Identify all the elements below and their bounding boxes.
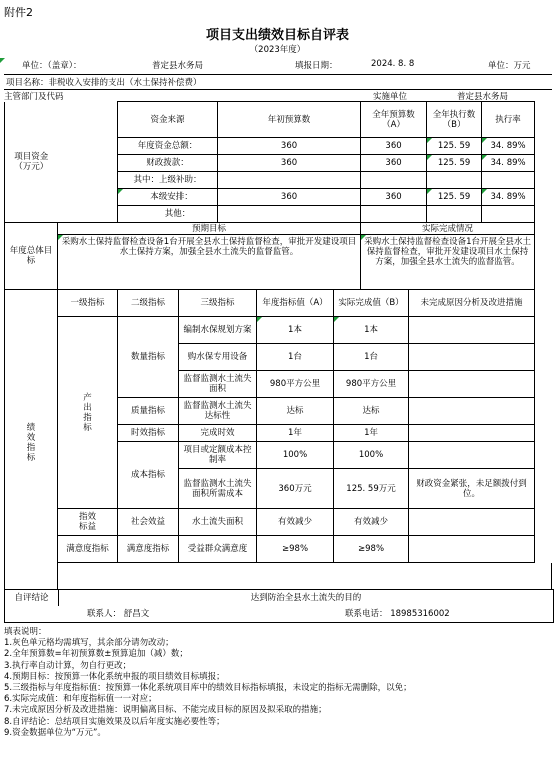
reason-cell xyxy=(409,344,535,371)
actual-cell: 达标 xyxy=(334,398,409,425)
note-line: 8.自评结论：总结项目实施效果及以后年度实施必要性等； xyxy=(4,716,225,727)
fund-row-label: 其他： xyxy=(118,206,218,223)
fund-full: 360 xyxy=(361,138,427,155)
reason-cell xyxy=(409,317,535,344)
actual-cell: 1本 xyxy=(334,317,409,344)
target-cell: 达标 xyxy=(257,398,334,425)
instructions xyxy=(4,627,412,739)
output-indicator-label: 产 出 指 标 xyxy=(58,317,118,509)
fund-full xyxy=(361,206,427,223)
fund-executed: 125. 59 xyxy=(427,189,482,206)
note-line: 1.灰色单元格均需填写，其余部分请勿改动； xyxy=(4,638,174,649)
unit-name: 普定县水务局 xyxy=(152,61,204,71)
note-line: 填表说明： xyxy=(4,627,47,637)
level3-cell: 编制水保规划方案 xyxy=(179,317,257,344)
conclusion-label: 自评结论 xyxy=(5,590,59,606)
planned-goal: 采购水土保持监督检查设备1台开展全县水土保持监督检查，审批开发建设项目水土保持方案，加强全县水土流失的监督监管。 xyxy=(58,235,361,290)
note-line: 7.未完成原因分析及改进措施：说明偏离目标、不能完成目标的原因及拟采取的措施； xyxy=(4,705,327,716)
actual-cell: 有效减少 xyxy=(334,509,409,536)
col-actual: 实际完成值（B） xyxy=(334,290,409,317)
col-source: 资金来源 xyxy=(118,102,218,138)
level3-cell: 水土流失面积 xyxy=(179,509,257,536)
reason-cell xyxy=(409,442,535,469)
reason-cell xyxy=(409,425,535,442)
planned-header: 预期目标 xyxy=(58,223,361,235)
cost-label: 成本指标 xyxy=(118,442,179,509)
fund-full: 360 xyxy=(361,155,427,172)
project-name: 项目名称：非税收入安排的支出（水土保持补偿费） xyxy=(6,78,202,88)
page-subtitle: （2023年度） xyxy=(249,45,306,55)
satisfaction-l2: 满意度指标 xyxy=(118,536,179,563)
impl-unit: 普定县水务局 xyxy=(457,92,509,102)
social-label: 社会效益 xyxy=(118,509,179,536)
level3-cell: 完成时效 xyxy=(179,425,257,442)
fund-rate: 34. 89% xyxy=(482,189,535,206)
actual-cell: 125. 59万元 xyxy=(334,469,409,509)
cell-marker xyxy=(0,58,5,63)
quality-label: 质量指标 xyxy=(118,398,179,425)
conclusion-text: 达到防治全县水土流失的目的 xyxy=(250,593,362,603)
actual-cell: 980平方公里 xyxy=(334,371,409,398)
contact-phone: 联系电话： 18985316002 xyxy=(345,609,450,619)
quantity-label: 数量指标 xyxy=(118,317,179,398)
level3-cell: 监督监测水土流失面积 xyxy=(179,371,257,398)
reason-cell xyxy=(409,536,535,563)
note-line: 2.全年预算数=年初预算数±预算追加（减）数； xyxy=(4,649,188,660)
benefit-label: 指效 标益 xyxy=(58,509,118,536)
satisfaction-l1: 满意度指标 xyxy=(58,536,118,563)
fund-full xyxy=(361,172,427,189)
fill-date-label: 填报日期： xyxy=(295,61,338,71)
fund-initial: 360 xyxy=(218,138,361,155)
actual-header: 实际完成情况 xyxy=(361,223,535,235)
funds-label: 项目资金 （万元） xyxy=(5,102,58,223)
fund-row-label: 本级安排： xyxy=(118,189,218,206)
fill-date: 2024. 8. 8 xyxy=(371,59,415,69)
level3-cell: 购水保专用设备 xyxy=(179,344,257,371)
fund-initial xyxy=(218,172,361,189)
note-line: 6.实际完成值：和年度指标值一一对应； xyxy=(4,694,157,705)
level3-cell: 项目或定额成本控制率 xyxy=(179,442,257,469)
target-cell: 有效减少 xyxy=(257,509,334,536)
evaluation-table xyxy=(4,101,552,596)
contact-row xyxy=(4,606,554,623)
reason-cell xyxy=(409,371,535,398)
annual-goal-label: 年度总体目标 xyxy=(5,223,58,290)
fund-rate xyxy=(482,172,535,189)
actual-cell: ≥98% xyxy=(334,536,409,563)
col-level2: 二级指标 xyxy=(118,290,179,317)
fund-rate xyxy=(482,206,535,223)
fund-executed: 125. 59 xyxy=(427,155,482,172)
target-cell: 360万元 xyxy=(257,469,334,509)
col-reason: 未完成原因分析及改进措施 xyxy=(409,290,535,317)
fund-executed xyxy=(427,172,482,189)
fund-executed: 125. 59 xyxy=(427,138,482,155)
col-full-year: 全年预算数（A） xyxy=(361,102,427,138)
target-cell: 980平方公里 xyxy=(257,371,334,398)
fund-row-label: 其中：上级补助： xyxy=(118,172,218,189)
actual-cell: 100% xyxy=(334,442,409,469)
actual-goal: 采购水土保持监督检查设备1台开展全县水土保持监督检查，审批开发建设项目水土保持方案，加强全县水土流失的监督监管。 xyxy=(361,235,535,290)
col-level1: 一级指标 xyxy=(58,290,118,317)
note-line: 4.预期目标：按预算一体化系统申报的项目绩效目标填报； xyxy=(4,671,225,682)
actual-cell: 1年 xyxy=(334,425,409,442)
col-rate: 执行率 xyxy=(482,102,535,138)
note-line: 3.执行率自动计算，勿自行更改； xyxy=(4,660,132,671)
actual-cell: 1台 xyxy=(334,344,409,371)
level3-cell: 监督监测水土流失达标性 xyxy=(179,398,257,425)
conclusion-row xyxy=(4,589,554,607)
reason-cell xyxy=(409,398,535,425)
note-line: 9.资金数据单位为“万元”。 xyxy=(4,727,106,738)
level3-cell: 受益群众满意度 xyxy=(179,536,257,563)
divider xyxy=(4,74,552,75)
target-cell: 1本 xyxy=(257,317,334,344)
target-cell: 1台 xyxy=(257,344,334,371)
fund-rate: 34. 89% xyxy=(482,138,535,155)
fund-row-label: 财政拨款： xyxy=(118,155,218,172)
reason-cell xyxy=(409,509,535,536)
col-level3: 三级指标 xyxy=(179,290,257,317)
level3-cell: 监督监测水土流失面积所需成本 xyxy=(179,469,257,509)
sheet-label: 附件2 xyxy=(4,6,33,19)
dept-label: 主管部门及代码 xyxy=(4,92,64,102)
impl-unit-label: 实施单位 xyxy=(373,92,408,102)
reason-cell: 财政资金紧张，未足额拨付到位。 xyxy=(409,469,535,509)
note-line: 5.三级指标与年度指标值：按预算一体化系统项目库中的绩效目标指标填报，未设定的指标无需删除，以免； xyxy=(4,683,412,694)
col-initial: 年初预算数 xyxy=(218,102,361,138)
target-cell: 1年 xyxy=(257,425,334,442)
target-cell: 100% xyxy=(257,442,334,469)
timeliness-label: 时效指标 xyxy=(118,425,179,442)
fund-rate: 34. 89% xyxy=(482,155,535,172)
target-cell: ≥98% xyxy=(257,536,334,563)
money-unit: 单位：万元 xyxy=(488,61,531,71)
page-title: 项目支出绩效目标自评表 xyxy=(205,28,349,43)
fund-initial: 360 xyxy=(218,189,361,206)
fund-row-label: 年度资金总额： xyxy=(118,138,218,155)
fund-full: 360 xyxy=(361,189,427,206)
col-target: 年度指标值（A） xyxy=(257,290,334,317)
perf-indicator-label: 绩 效 指 标 xyxy=(5,290,58,596)
unit-label: 单位：（盖章）： xyxy=(22,61,82,71)
fund-executed xyxy=(427,206,482,223)
col-executed: 全年执行数（B） xyxy=(427,102,482,138)
fund-initial: 360 xyxy=(218,155,361,172)
fund-initial xyxy=(218,206,361,223)
contact-person: 联系人： 舒昌文 xyxy=(87,609,150,619)
